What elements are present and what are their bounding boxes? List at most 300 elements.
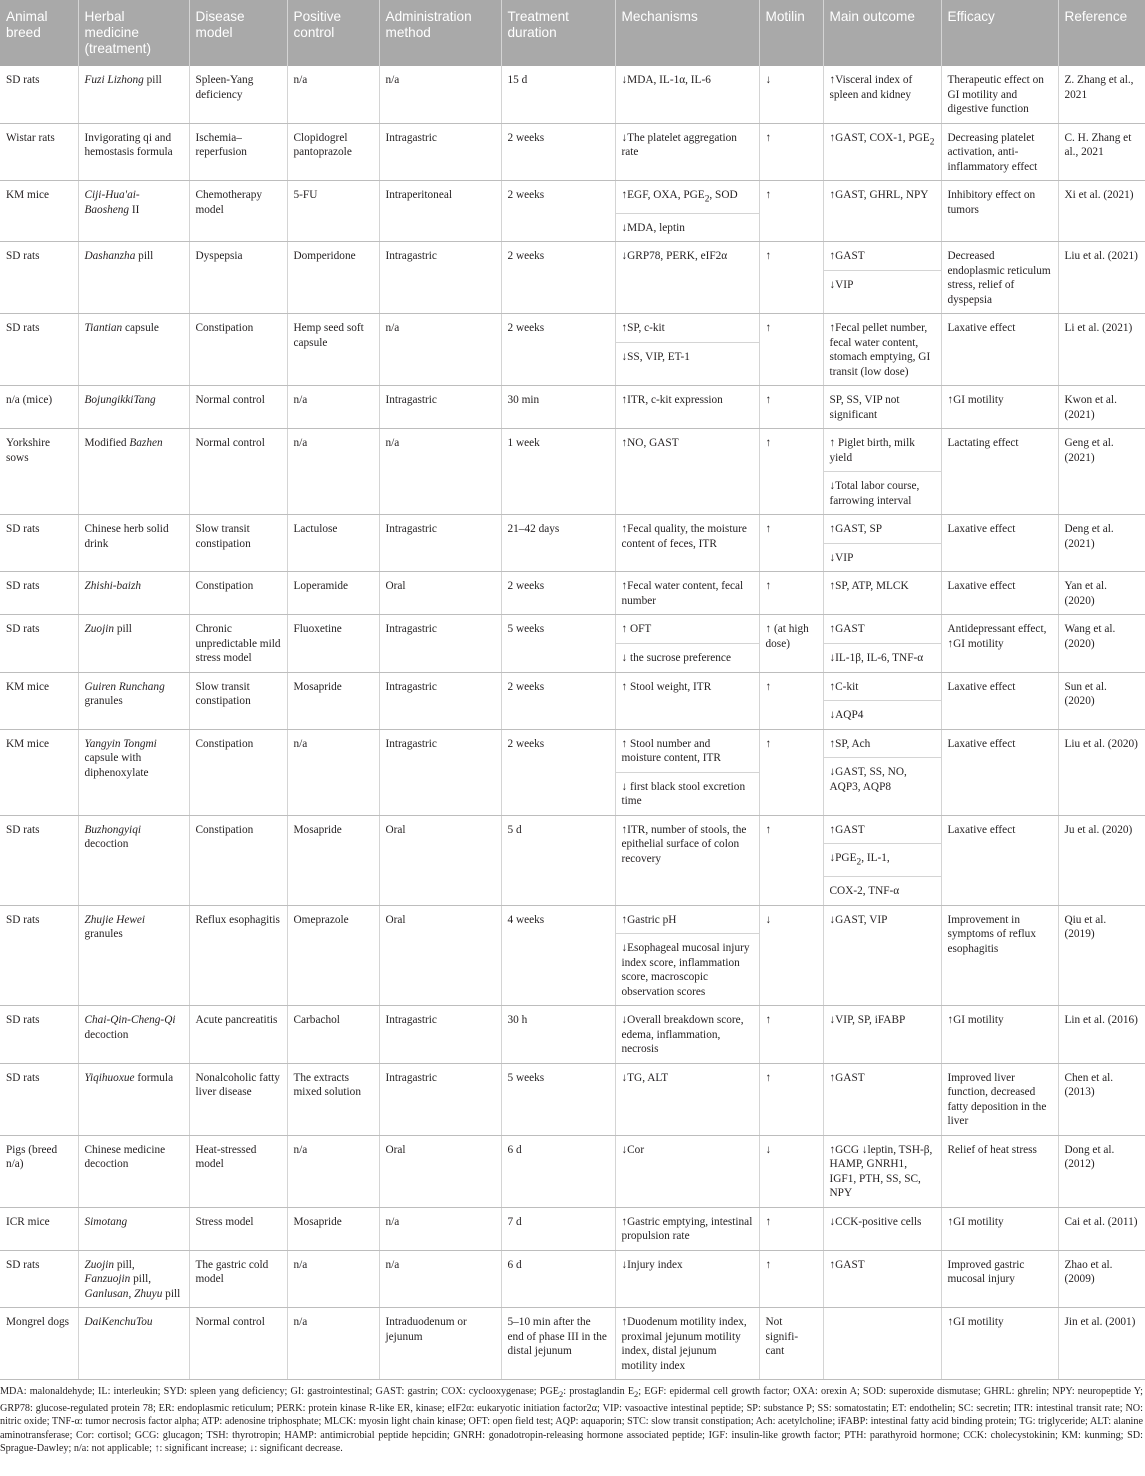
cell-control — [287, 615, 379, 673]
cell-breed-text: SD rats — [6, 580, 40, 593]
cell-outcome-line: ↓AQP4 — [824, 700, 941, 729]
cell-motilin-text: ↑ — [765, 1258, 772, 1271]
cell-mechanisms-line: ↓Injury index — [621, 1258, 683, 1271]
cell-admin — [379, 905, 501, 1006]
cell-duration-text: 5 weeks — [507, 623, 545, 636]
cell-control — [287, 1250, 379, 1308]
cell-outcome-line: ↑GAST — [829, 623, 865, 636]
cell-efficacy-text: Relief of heat stress — [947, 1143, 1037, 1156]
cell-breed — [0, 729, 78, 815]
cell-duration — [501, 672, 615, 729]
cell-outcome — [823, 1135, 941, 1207]
cell-reference-text: Deng et al. (2021) — [1064, 523, 1114, 550]
cell-control — [287, 1207, 379, 1250]
cell-reference-text: Liu et al. (2021) — [1064, 250, 1138, 263]
cell-breed — [0, 181, 78, 242]
cell-duration — [501, 815, 615, 905]
cell-mechanisms — [615, 515, 759, 572]
cell-motilin — [759, 1207, 823, 1250]
cell-admin — [379, 386, 501, 429]
cell-control — [287, 672, 379, 729]
cell-admin-text: Intragastric — [385, 680, 437, 693]
cell-medicine-text: Zuojin pill — [84, 623, 132, 636]
cell-disease — [189, 1207, 287, 1250]
table-row — [0, 386, 1145, 429]
cell-mechanisms-line: ↑Fecal quality, the moisture content of feces, ITR — [621, 523, 747, 550]
cell-efficacy-text: Inhibitory effect on tumors — [947, 189, 1036, 216]
table-row — [0, 1250, 1145, 1308]
cell-breed — [0, 905, 78, 1006]
cell-motilin-text: ↑ — [765, 322, 772, 335]
cell-disease — [189, 815, 287, 905]
cell-medicine-text: Zhujie Hewei granules — [84, 913, 146, 940]
cell-breed — [0, 123, 78, 181]
cell-motilin — [759, 815, 823, 905]
cell-medicine-text: BojungikkiTang — [84, 394, 156, 407]
cell-control — [287, 123, 379, 181]
cell-outcome-line: ↑Visceral index of spleen and kidney — [829, 74, 913, 101]
cell-disease — [189, 905, 287, 1006]
cell-reference — [1058, 123, 1145, 181]
cell-medicine — [78, 66, 189, 123]
cell-admin — [379, 572, 501, 615]
cell-admin-text: Oral — [385, 1143, 406, 1156]
cell-mechanisms — [615, 672, 759, 729]
cell-motilin — [759, 1063, 823, 1135]
cell-duration-text: 2 weeks — [507, 580, 545, 593]
cell-disease-text: Stress model — [195, 1215, 254, 1228]
cell-mechanisms — [615, 615, 759, 673]
cell-reference — [1058, 242, 1145, 314]
cell-admin-text: n/a — [385, 1258, 400, 1271]
table-row — [0, 1207, 1145, 1250]
cell-breed — [0, 515, 78, 572]
cell-duration — [501, 1135, 615, 1207]
table-row — [0, 429, 1145, 515]
cell-medicine — [78, 729, 189, 815]
cell-medicine — [78, 386, 189, 429]
cell-admin — [379, 515, 501, 572]
cell-reference-text: Ju et al. (2020) — [1064, 823, 1133, 836]
cell-control-text: n/a — [293, 394, 308, 407]
cell-disease — [189, 123, 287, 181]
cell-efficacy — [941, 1250, 1058, 1308]
cell-breed-text: SD rats — [6, 322, 40, 335]
column-header: Motilin — [759, 0, 823, 66]
cell-control — [287, 314, 379, 386]
cell-mechanisms-line: ↑NO, GAST — [621, 437, 679, 450]
cell-outcome — [823, 1207, 941, 1250]
cell-admin — [379, 1250, 501, 1308]
cell-admin-text: Intragastric — [385, 394, 437, 407]
cell-reference-text: Yan et al. (2020) — [1064, 580, 1107, 607]
table-row — [0, 314, 1145, 386]
cell-duration-text: 30 min — [507, 394, 540, 407]
cell-outcome-line: ↑GAST — [829, 1258, 865, 1271]
cell-breed — [0, 429, 78, 515]
cell-mechanisms — [615, 1308, 759, 1380]
cell-medicine-text: Modified Bazhen — [84, 437, 163, 450]
cell-reference-text: Z. Zhang et al., 2021 — [1064, 74, 1134, 101]
cell-duration-text: 15 d — [507, 74, 528, 86]
cell-medicine-text: Yiqihuoxue formula — [84, 1071, 174, 1084]
cell-medicine-text: DaiKenchuTou — [84, 1316, 153, 1328]
cell-mechanisms — [615, 1006, 759, 1064]
cell-outcome-line: SP, SS, VIP not significant — [829, 394, 900, 421]
cell-medicine-text: Zhishi-baizh — [84, 580, 141, 593]
cell-disease-text: Slow transit constipation — [195, 680, 251, 708]
cell-medicine-text: Zuojin pill, Fanzuojin pill, Ganlusan, Zhuyu pill — [84, 1258, 181, 1300]
cell-reference — [1058, 181, 1145, 242]
cell-medicine-text: Fuzi Lizhong pill — [84, 74, 162, 86]
cell-admin — [379, 429, 501, 515]
cell-reference — [1058, 386, 1145, 429]
cell-outcome — [823, 314, 941, 386]
cell-medicine — [78, 515, 189, 572]
cell-admin-text: Intraperitoneal — [385, 189, 452, 201]
cell-breed-text: SD rats — [6, 1258, 40, 1271]
cell-disease-text: Spleen-Yang deficiency — [195, 74, 254, 101]
table-row — [0, 181, 1145, 242]
cell-motilin — [759, 429, 823, 515]
cell-mechanisms-line: ↓SS, VIP, ET-1 — [616, 342, 759, 371]
cell-medicine-text: Chai-Qin-Cheng-Qi decoction — [84, 1014, 176, 1041]
cell-outcome-line: ↓VIP — [824, 270, 941, 299]
cell-motilin — [759, 905, 823, 1006]
cell-breed — [0, 386, 78, 429]
cell-admin — [379, 815, 501, 905]
cell-disease-text: Nonalcoholic fatty liver disease — [195, 1071, 280, 1098]
cell-duration-text: 2 weeks — [507, 322, 545, 335]
cell-reference-text: Xi et al. (2021) — [1064, 189, 1134, 201]
cell-mechanisms — [615, 905, 759, 1006]
cell-mechanisms — [615, 429, 759, 515]
cell-efficacy — [941, 905, 1058, 1006]
cell-reference — [1058, 815, 1145, 905]
cell-duration-text: 5–10 min after the end of phase III in the distal jejunum — [507, 1316, 607, 1357]
cell-efficacy-text: Therapeutic effect on GI motility and digestive function — [947, 74, 1044, 115]
cell-breed — [0, 242, 78, 314]
cell-admin-text: Intraduodenum or jejunum — [385, 1316, 467, 1343]
cell-medicine — [78, 1006, 189, 1064]
cell-duration — [501, 386, 615, 429]
cell-breed — [0, 1250, 78, 1308]
cell-motilin — [759, 729, 823, 815]
cell-duration — [501, 905, 615, 1006]
cell-efficacy — [941, 123, 1058, 181]
cell-reference-text: Li et al. (2021) — [1064, 322, 1133, 335]
cell-disease-text: Constipation — [195, 737, 254, 750]
column-header: Administration method — [379, 0, 501, 66]
cell-breed-text: KM mice — [6, 737, 49, 750]
cell-admin — [379, 123, 501, 181]
cell-disease-text: Normal control — [195, 1316, 265, 1328]
table-row — [0, 615, 1145, 673]
cell-medicine — [78, 429, 189, 515]
cell-reference — [1058, 515, 1145, 572]
cell-breed-text: Pigs (breed n/a) — [6, 1143, 58, 1170]
cell-efficacy-text: Laxative effect — [947, 823, 1016, 836]
cell-duration — [501, 1308, 615, 1380]
cell-mechanisms — [615, 1250, 759, 1308]
cell-control — [287, 572, 379, 615]
cell-reference-text: Geng et al. (2021) — [1064, 437, 1114, 464]
cell-breed-text: SD rats — [6, 74, 40, 86]
cell-medicine — [78, 1308, 189, 1380]
cell-outcome — [823, 429, 941, 515]
cell-outcome — [823, 1063, 941, 1135]
cell-mechanisms — [615, 572, 759, 615]
cell-motilin — [759, 1006, 823, 1064]
cell-duration-text: 2 weeks — [507, 680, 545, 693]
cell-breed-text: Yorkshire sows — [6, 437, 51, 464]
table-row — [0, 242, 1145, 314]
cell-mechanisms-line: ↑EGF, OXA, $PGE_2$, SOD — [621, 189, 738, 205]
cell-outcome-line: ↑GAST — [829, 1071, 865, 1084]
cell-duration-text: 5 d — [507, 823, 522, 836]
cell-mechanisms — [615, 1063, 759, 1135]
cell-reference-text: Cai et al. (2011) — [1064, 1215, 1138, 1228]
cell-mechanisms-line: ↓MDA, leptin — [616, 213, 759, 242]
cell-medicine-text: Guiren Runchang granules — [84, 680, 165, 708]
cell-disease-text: Dyspepsia — [195, 250, 243, 263]
cell-control-text: Lactulose — [293, 523, 338, 536]
cell-admin — [379, 66, 501, 123]
cell-efficacy-text: Improvement in symptoms of reflux esophagitis — [947, 913, 1036, 955]
cell-admin — [379, 672, 501, 729]
cell-duration — [501, 1207, 615, 1250]
cell-admin-text: Intragastric — [385, 523, 437, 536]
cell-admin-text: n/a — [385, 74, 400, 86]
cell-outcome-line: ↓VIP — [824, 543, 941, 572]
cell-outcome-line: ↑GAST — [829, 823, 865, 836]
cell-admin-text: Intragastric — [385, 737, 437, 750]
cell-control-text: Mosapride — [293, 680, 342, 693]
cell-outcome — [823, 1006, 941, 1064]
table-row — [0, 815, 1145, 905]
cell-disease — [189, 515, 287, 572]
cell-reference — [1058, 905, 1145, 1006]
cell-medicine-text: Invigorating qi and hemostasis formula — [84, 131, 173, 158]
cell-duration — [501, 181, 615, 242]
cell-medicine-text: Chinese herb solid drink — [84, 523, 169, 550]
cell-duration — [501, 429, 615, 515]
cell-mechanisms-line: ↑Gastric emptying, intestinal propulsion rate — [621, 1215, 753, 1242]
cell-mechanisms-line: ↓The platelet aggregation rate — [621, 131, 737, 158]
cell-outcome — [823, 729, 941, 815]
cell-disease — [189, 729, 287, 815]
cell-outcome-line: ↑GCG ↓leptin, TSH-β, HAMP, GNRH1, IGF1, PTH, SS, SC, NPY — [829, 1143, 933, 1199]
cell-motilin — [759, 572, 823, 615]
cell-outcome-line: COX-2, TNF-α — [824, 876, 941, 905]
cell-reference-text: Kwon et al. (2021) — [1064, 394, 1117, 421]
cell-admin-text: Intragastric — [385, 131, 437, 144]
cell-outcome — [823, 672, 941, 729]
cell-disease — [189, 615, 287, 673]
cell-outcome-line: ↑GAST, GHRL, NPY — [829, 189, 929, 201]
cell-duration — [501, 1250, 615, 1308]
cell-mechanisms-line: ↑Duodenum motility index, proximal jejunum motility index, distal jejunum motility index — [621, 1316, 747, 1372]
cell-motilin-text: Not signifi-cant — [765, 1316, 799, 1357]
cell-breed-text: KM mice — [6, 680, 49, 693]
cell-admin — [379, 615, 501, 673]
cell-control-text: Clopidogrel pantoprazole — [293, 131, 352, 158]
cell-disease-text: Slow transit constipation — [195, 523, 251, 550]
cell-outcome — [823, 181, 941, 242]
cell-efficacy — [941, 615, 1058, 673]
cell-mechanisms-line: ↓ first black stool excretion time — [616, 772, 759, 815]
cell-admin — [379, 729, 501, 815]
cell-disease-text: Ischemia–reperfusion — [195, 131, 247, 158]
cell-mechanisms — [615, 815, 759, 905]
cell-efficacy-text: Laxative effect — [947, 523, 1016, 536]
cell-reference — [1058, 729, 1145, 815]
cell-mechanisms — [615, 386, 759, 429]
cell-control-text: n/a — [293, 1143, 308, 1156]
cell-admin — [379, 1135, 501, 1207]
cell-medicine — [78, 181, 189, 242]
cell-reference-text: C. H. Zhang et al., 2021 — [1064, 131, 1132, 158]
cell-efficacy-text: Laxative effect — [947, 737, 1016, 750]
cell-breed — [0, 1308, 78, 1380]
cell-disease-text: Constipation — [195, 322, 254, 335]
column-header: Mechanisms — [615, 0, 759, 66]
cell-reference — [1058, 615, 1145, 673]
cell-medicine — [78, 242, 189, 314]
cell-medicine — [78, 815, 189, 905]
cell-control — [287, 1308, 379, 1380]
cell-motilin-text: ↓ — [765, 1143, 772, 1156]
cell-disease — [189, 1308, 287, 1380]
cell-disease-text: The gastric cold model — [195, 1258, 269, 1285]
cell-reference — [1058, 1207, 1145, 1250]
column-header: Positive control — [287, 0, 379, 66]
cell-motilin — [759, 242, 823, 314]
cell-outcome-line: ↓GAST, VIP — [829, 913, 888, 926]
cell-efficacy-text: Laxative effect — [947, 580, 1016, 593]
cell-disease — [189, 386, 287, 429]
table-row — [0, 905, 1145, 1006]
cell-admin-text: Oral — [385, 580, 406, 593]
cell-outcome — [823, 515, 941, 572]
cell-disease — [189, 572, 287, 615]
cell-motilin-text: ↑ — [765, 394, 772, 407]
cell-mechanisms-line: ↓Cor — [621, 1143, 645, 1156]
cell-motilin — [759, 314, 823, 386]
cell-control — [287, 1063, 379, 1135]
cell-control-text: Fluoxetine — [293, 623, 342, 636]
cell-motilin-text: ↑ — [765, 1071, 772, 1084]
cell-efficacy — [941, 672, 1058, 729]
cell-breed — [0, 1063, 78, 1135]
cell-outcome — [823, 66, 941, 123]
cell-outcome-line: ↑Fecal pellet number, fecal water content, stomach emptying, GI transit (low dose) — [829, 322, 931, 378]
cell-disease — [189, 1135, 287, 1207]
cell-motilin — [759, 615, 823, 673]
cell-duration — [501, 123, 615, 181]
cell-efficacy-text: Decreased endoplasmic reticulum stress, relief of dyspepsia — [947, 250, 1051, 306]
cell-control-text: Loperamide — [293, 580, 349, 593]
cell-reference — [1058, 429, 1145, 515]
cell-breed — [0, 815, 78, 905]
cell-outcome-line: $↓PGE_2$, IL-1, — [824, 843, 941, 876]
table-row — [0, 672, 1145, 729]
cell-reference — [1058, 66, 1145, 123]
cell-efficacy — [941, 729, 1058, 815]
cell-reference-text: Zhao et al. (2009) — [1064, 1258, 1113, 1285]
cell-breed — [0, 1006, 78, 1064]
cell-control — [287, 815, 379, 905]
cell-control-text: Carbachol — [293, 1014, 340, 1026]
cell-mechanisms-line: ↓MDA, IL-1α, IL-6 — [621, 74, 711, 86]
cell-mechanisms-line: ↑SP, c-kit — [621, 322, 665, 335]
cell-mechanisms-line: ↑Fecal water content, fecal number — [621, 580, 744, 607]
cell-motilin — [759, 1308, 823, 1380]
cell-reference — [1058, 1063, 1145, 1135]
cell-efficacy — [941, 1135, 1058, 1207]
cell-motilin-text: ↑ — [765, 437, 772, 450]
cell-reference — [1058, 1308, 1145, 1380]
cell-mechanisms-line: ↑ITR, c-kit expression — [621, 394, 723, 407]
cell-motilin-text: ↑ — [765, 823, 772, 836]
cell-control-text: Omeprazole — [293, 913, 349, 926]
cell-breed — [0, 615, 78, 673]
cell-motilin-text: ↓ — [765, 74, 772, 86]
cell-control-text: n/a — [293, 437, 308, 450]
cell-duration-text: 2 weeks — [507, 250, 545, 263]
cell-mechanisms-line: ↑ Stool weight, ITR — [621, 680, 712, 693]
cell-efficacy — [941, 1308, 1058, 1380]
cell-outcome — [823, 242, 941, 314]
cell-control — [287, 429, 379, 515]
cell-motilin-text: ↑ — [765, 680, 772, 693]
cell-admin-text: Intragastric — [385, 250, 437, 263]
cell-reference — [1058, 314, 1145, 386]
column-header: Disease model — [189, 0, 287, 66]
column-header: Animal breed — [0, 0, 78, 66]
cell-medicine-text: Yangyin Tongmi capsule with diphenoxylate — [84, 737, 157, 779]
cell-duration — [501, 572, 615, 615]
cell-mechanisms — [615, 242, 759, 314]
cell-medicine — [78, 905, 189, 1006]
cell-motilin-text: ↓ — [765, 913, 772, 926]
cell-motilin — [759, 123, 823, 181]
cell-mechanisms-line: ↓Overall breakdown score, edema, inflammation, necrosis — [621, 1014, 744, 1055]
cell-duration — [501, 729, 615, 815]
cell-efficacy — [941, 181, 1058, 242]
cell-mechanisms-line: ↓ the sucrose preference — [616, 643, 759, 672]
cell-admin-text: n/a — [385, 1215, 400, 1228]
cell-mechanisms — [615, 1207, 759, 1250]
cell-motilin-text: ↑ — [765, 250, 772, 263]
cell-disease — [189, 1006, 287, 1064]
cell-admin — [379, 181, 501, 242]
cell-breed-text: SD rats — [6, 823, 40, 836]
cell-reference — [1058, 1135, 1145, 1207]
cell-reference — [1058, 1006, 1145, 1064]
cell-outcome-line: ↑SP, ATP, MLCK — [829, 580, 909, 593]
cell-efficacy — [941, 66, 1058, 123]
cell-disease — [189, 181, 287, 242]
cell-outcome — [823, 123, 941, 181]
cell-disease-text: Reflux esophagitis — [195, 913, 280, 926]
cell-outcome-line: ↑SP, Ach — [829, 737, 871, 750]
cell-disease-text: Normal control — [195, 437, 265, 450]
cell-disease-text: Acute pancreatitis — [195, 1014, 278, 1026]
cell-reference-text: Dong et al. (2012) — [1064, 1143, 1115, 1170]
cell-mechanisms — [615, 1135, 759, 1207]
cell-breed-text: SD rats — [6, 913, 40, 926]
